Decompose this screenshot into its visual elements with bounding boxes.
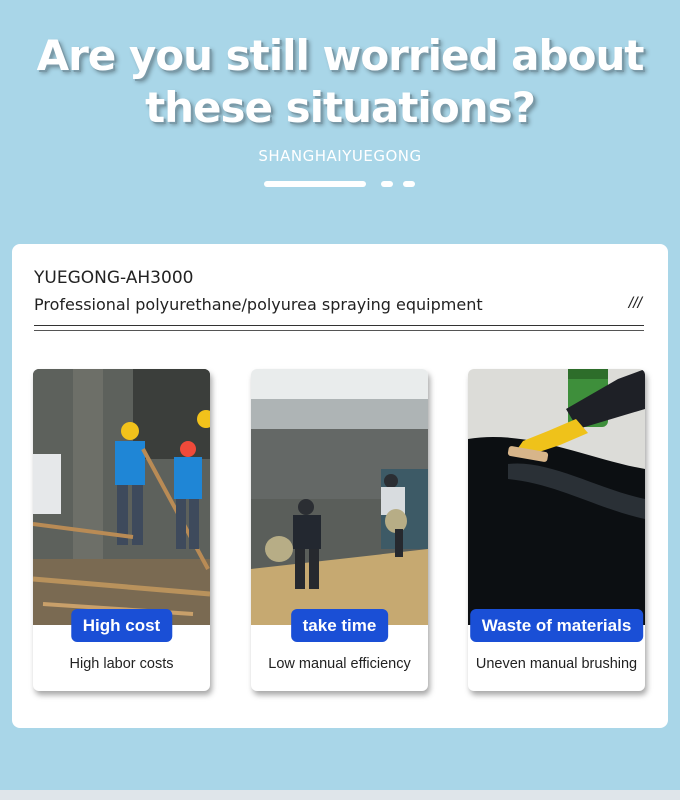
headline-line-2: these situations? bbox=[145, 83, 535, 132]
waste-of-materials-badge: Waste of materials bbox=[470, 609, 644, 642]
waste-of-materials-caption: Uneven manual brushing bbox=[475, 656, 638, 672]
model-name: YUEGONG-AH3000 bbox=[34, 268, 194, 288]
product-subtitle: Professional polyurethane/polyurea spraying equipment bbox=[34, 295, 483, 314]
decorative-slashes: /// bbox=[628, 295, 642, 312]
workers-scraping-wall-photo bbox=[33, 369, 210, 625]
divider bbox=[34, 330, 644, 331]
situation-card-waste-of-materials bbox=[468, 369, 645, 691]
high-cost-caption: High labor costs bbox=[69, 656, 174, 672]
headline-line-1: Are you still worried about bbox=[36, 31, 644, 80]
decorative-bar-short bbox=[381, 181, 393, 187]
take-time-caption: Low manual efficiency bbox=[268, 656, 411, 672]
decorative-bar-short bbox=[403, 181, 415, 187]
gloved-hand-brushing-coating-photo bbox=[468, 369, 645, 625]
take-time-badge: take time bbox=[291, 609, 389, 642]
content-card bbox=[12, 244, 668, 728]
situation-card-high-cost bbox=[33, 369, 210, 691]
bottom-strip bbox=[0, 790, 680, 800]
headline bbox=[0, 30, 680, 134]
situation-card-take-time bbox=[251, 369, 428, 691]
brand-name: SHANGHAIYUEGONG bbox=[258, 147, 422, 165]
divider bbox=[34, 325, 644, 326]
workers-painting-facade-photo bbox=[251, 369, 428, 625]
high-cost-badge: High cost bbox=[71, 609, 172, 642]
decorative-bar-long bbox=[264, 181, 366, 187]
